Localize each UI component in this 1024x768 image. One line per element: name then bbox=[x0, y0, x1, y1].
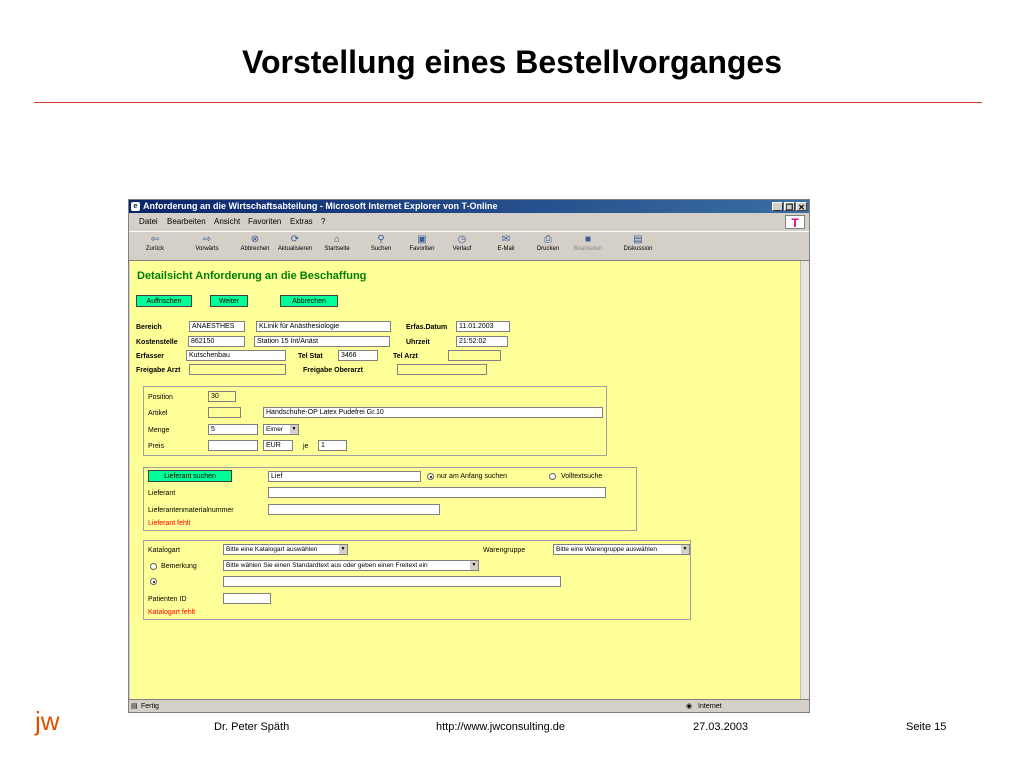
edit-icon: ■ bbox=[584, 234, 592, 245]
freitext-field[interactable] bbox=[223, 576, 561, 587]
page-content bbox=[130, 261, 800, 699]
katalogart-error: Katalogart fehlt bbox=[148, 609, 196, 616]
status-text: Fertig bbox=[141, 703, 159, 710]
radio-bemerkung[interactable] bbox=[150, 563, 157, 570]
browser-window bbox=[128, 199, 810, 713]
freigabe-oberarzt-field[interactable] bbox=[397, 364, 487, 375]
refresh-icon: ⟳ bbox=[290, 234, 300, 245]
refresh-button[interactable]: ⟳ Aktualisieren bbox=[277, 234, 313, 252]
katalogart-select[interactable] bbox=[223, 544, 348, 555]
print-button[interactable]: ⎙ Drucken bbox=[536, 234, 560, 252]
ie-icon: e bbox=[131, 202, 140, 211]
bereich-label: Bereich bbox=[136, 324, 162, 331]
radio-anfang-label: nur am Anfang suchen bbox=[437, 473, 508, 480]
preis-field[interactable] bbox=[208, 440, 258, 451]
erfas-datum-label: Erfas.Datum bbox=[406, 324, 448, 331]
search-icon: ⚲ bbox=[377, 234, 385, 245]
forward-button[interactable]: ⇨ Vorwärts bbox=[195, 234, 219, 252]
t-online-logo: T bbox=[785, 215, 805, 229]
zone-text: Internet bbox=[698, 703, 722, 710]
home-icon: ⌂ bbox=[333, 234, 341, 245]
footer-page: Seite 15 bbox=[906, 721, 947, 733]
mail-button[interactable]: ✉ E-Mail bbox=[497, 234, 515, 252]
menge-label: Menge bbox=[148, 427, 170, 434]
chevron-down-icon: ▼ bbox=[291, 426, 297, 432]
kostenstelle-name-field[interactable]: Station 15 Int/Anäst bbox=[254, 336, 390, 347]
footer-date: 27.03.2003 bbox=[693, 721, 749, 733]
refresh-form-button[interactable]: Auffrischen bbox=[136, 295, 192, 307]
jw-logo: jw bbox=[35, 706, 60, 736]
lieferantenmat-label: Lieferantenmaterialnummer bbox=[148, 507, 234, 514]
forward-arrow-icon: ⇨ bbox=[202, 234, 212, 245]
bemerkung-label: Bemerkung bbox=[161, 563, 197, 570]
page-icon: ▤ bbox=[131, 703, 138, 710]
erfasser-label: Erfasser bbox=[136, 353, 165, 360]
cancel-button[interactable]: Abbrechen bbox=[280, 295, 338, 307]
bereich-code-field[interactable]: ANAESTHES bbox=[189, 321, 245, 332]
mail-icon: ✉ bbox=[501, 234, 511, 245]
tel-arzt-label: Tel Arzt bbox=[393, 353, 418, 360]
position-label: Position bbox=[148, 394, 173, 401]
artikel-label: Artikel bbox=[148, 410, 168, 417]
back-button[interactable]: ⇦ Zurück bbox=[145, 234, 165, 252]
status-bar bbox=[129, 699, 809, 713]
kostenstelle-code-field[interactable]: 862150 bbox=[188, 336, 245, 347]
bemerkung-select[interactable] bbox=[223, 560, 479, 571]
katalogart-label: Katalogart bbox=[148, 547, 180, 554]
radio-freitext[interactable] bbox=[150, 578, 157, 585]
lieferant-label: Lieferant bbox=[148, 490, 176, 497]
katalogart-value: Bitte eine Katalogart auswählen bbox=[226, 546, 318, 553]
menu-ansicht[interactable]: Ansicht bbox=[214, 217, 241, 226]
patienten-label: Patienten ID bbox=[148, 596, 187, 603]
discussion-button[interactable]: ▤ Diskussion bbox=[623, 234, 653, 252]
favorites-folder-icon: ▣ bbox=[417, 234, 427, 245]
kostenstelle-label: Kostenstelle bbox=[136, 339, 178, 346]
search-button[interactable]: ⚲ Suchen bbox=[370, 234, 392, 252]
close-icon[interactable]: ✕ bbox=[796, 202, 807, 211]
freigabe-oberarzt-label: Freigabe Oberarzt bbox=[303, 367, 363, 374]
next-button[interactable]: Weiter bbox=[210, 295, 248, 307]
form-heading: Detailsicht Anforderung an die Beschaffung bbox=[137, 270, 367, 282]
lieferant-search-input[interactable]: Lief bbox=[268, 471, 421, 482]
home-button[interactable]: ⌂ Startseite bbox=[324, 234, 350, 252]
lieferant-suchen-button[interactable]: Lieferant suchen bbox=[148, 470, 232, 482]
footer-author: Dr. Peter Späth bbox=[214, 721, 290, 733]
erfasser-field[interactable]: Kutschenbau bbox=[186, 350, 286, 361]
window-titlebar bbox=[129, 200, 809, 213]
menu-help[interactable]: ? bbox=[321, 217, 326, 226]
menu-bar bbox=[129, 214, 809, 230]
menu-favoriten[interactable]: Favoriten bbox=[248, 217, 282, 226]
window-title: Anforderung an die Wirtschaftsabteilung - Microsoft Internet Explorer von T-Online bbox=[143, 201, 498, 211]
freigabe-arzt-label: Freigabe Arzt bbox=[136, 367, 181, 374]
artikel-name-field[interactable]: Handschuhe-OP Latex Pudefrei Gr.10 bbox=[263, 407, 603, 418]
warengruppe-label: Warengruppe bbox=[483, 547, 526, 554]
uhrzeit-field[interactable]: 21:52:02 bbox=[456, 336, 508, 347]
tel-arzt-field[interactable] bbox=[448, 350, 501, 361]
minimize-icon[interactable]: _ bbox=[772, 202, 783, 211]
uhrzeit-label: Uhrzeit bbox=[406, 339, 430, 346]
einheit-select[interactable] bbox=[263, 424, 299, 435]
bereich-name-field[interactable]: KLinik für Anästhesiologie bbox=[256, 321, 391, 332]
discussion-icon: ▤ bbox=[633, 234, 643, 245]
bemerkung-value: Bitte wählen Sie einen Standardtext aus oder geben einen Freitext ein bbox=[226, 562, 428, 569]
warengruppe-value: Bitte eine Warengruppe auswählen bbox=[556, 546, 657, 553]
einheit-value: Eimer bbox=[266, 426, 283, 433]
restore-icon[interactable]: ❐ bbox=[785, 203, 794, 212]
title-divider bbox=[34, 102, 982, 103]
radio-volltext-label: Volltextsuche bbox=[561, 473, 603, 480]
edit-button[interactable]: ■ Bearbeiten bbox=[573, 234, 603, 252]
radio-anfang[interactable] bbox=[427, 473, 434, 480]
je-field[interactable]: 1 bbox=[318, 440, 347, 451]
erfas-datum-field[interactable]: 11.01.2003 bbox=[456, 321, 510, 332]
slide-title: Vorstellung eines Bestellvorganges bbox=[241, 44, 782, 80]
menu-bearbeiten[interactable]: Bearbeiten bbox=[167, 217, 206, 226]
menu-datei[interactable]: Datei bbox=[139, 217, 158, 226]
toolbar bbox=[129, 231, 809, 261]
warengruppe-select[interactable] bbox=[553, 544, 690, 555]
tel-stat-label: Tel Stat bbox=[298, 353, 323, 360]
lieferantenmat-field[interactable] bbox=[268, 504, 440, 515]
vertical-scrollbar[interactable] bbox=[800, 261, 809, 699]
waehrung-field[interactable]: EUR bbox=[263, 440, 293, 451]
stop-button[interactable]: ⊗ Abbrechen bbox=[240, 234, 270, 252]
menu-extras[interactable]: Extras bbox=[290, 217, 313, 226]
stop-icon: ⊗ bbox=[250, 234, 260, 245]
globe-icon: ◉ bbox=[686, 703, 693, 710]
patienten-id-field[interactable] bbox=[223, 593, 271, 604]
history-icon: ◷ bbox=[457, 234, 467, 245]
preis-label: Preis bbox=[148, 443, 164, 450]
tel-stat-field[interactable]: 3466 bbox=[338, 350, 378, 361]
favorites-button[interactable]: ▣ Favoriten bbox=[409, 234, 435, 252]
menge-field[interactable]: 5 bbox=[208, 424, 258, 435]
history-button[interactable]: ◷ Verlauf bbox=[452, 234, 472, 252]
freigabe-arzt-field[interactable] bbox=[189, 364, 286, 375]
printer-icon: ⎙ bbox=[544, 234, 552, 245]
chevron-down-icon: ▼ bbox=[340, 546, 346, 552]
artikel-code-field[interactable] bbox=[208, 407, 241, 418]
chevron-down-icon: ▼ bbox=[682, 546, 688, 552]
position-field[interactable]: 30 bbox=[208, 391, 236, 402]
back-arrow-icon: ⇦ bbox=[150, 234, 160, 245]
footer-url[interactable]: http://www.jwconsulting.de bbox=[436, 721, 566, 733]
je-label: je bbox=[303, 443, 309, 450]
radio-volltext[interactable] bbox=[549, 473, 556, 480]
chevron-down-icon: ▼ bbox=[471, 562, 477, 568]
lieferant-field[interactable] bbox=[268, 487, 606, 498]
lieferant-error: Lieferant fehlt bbox=[148, 520, 191, 527]
